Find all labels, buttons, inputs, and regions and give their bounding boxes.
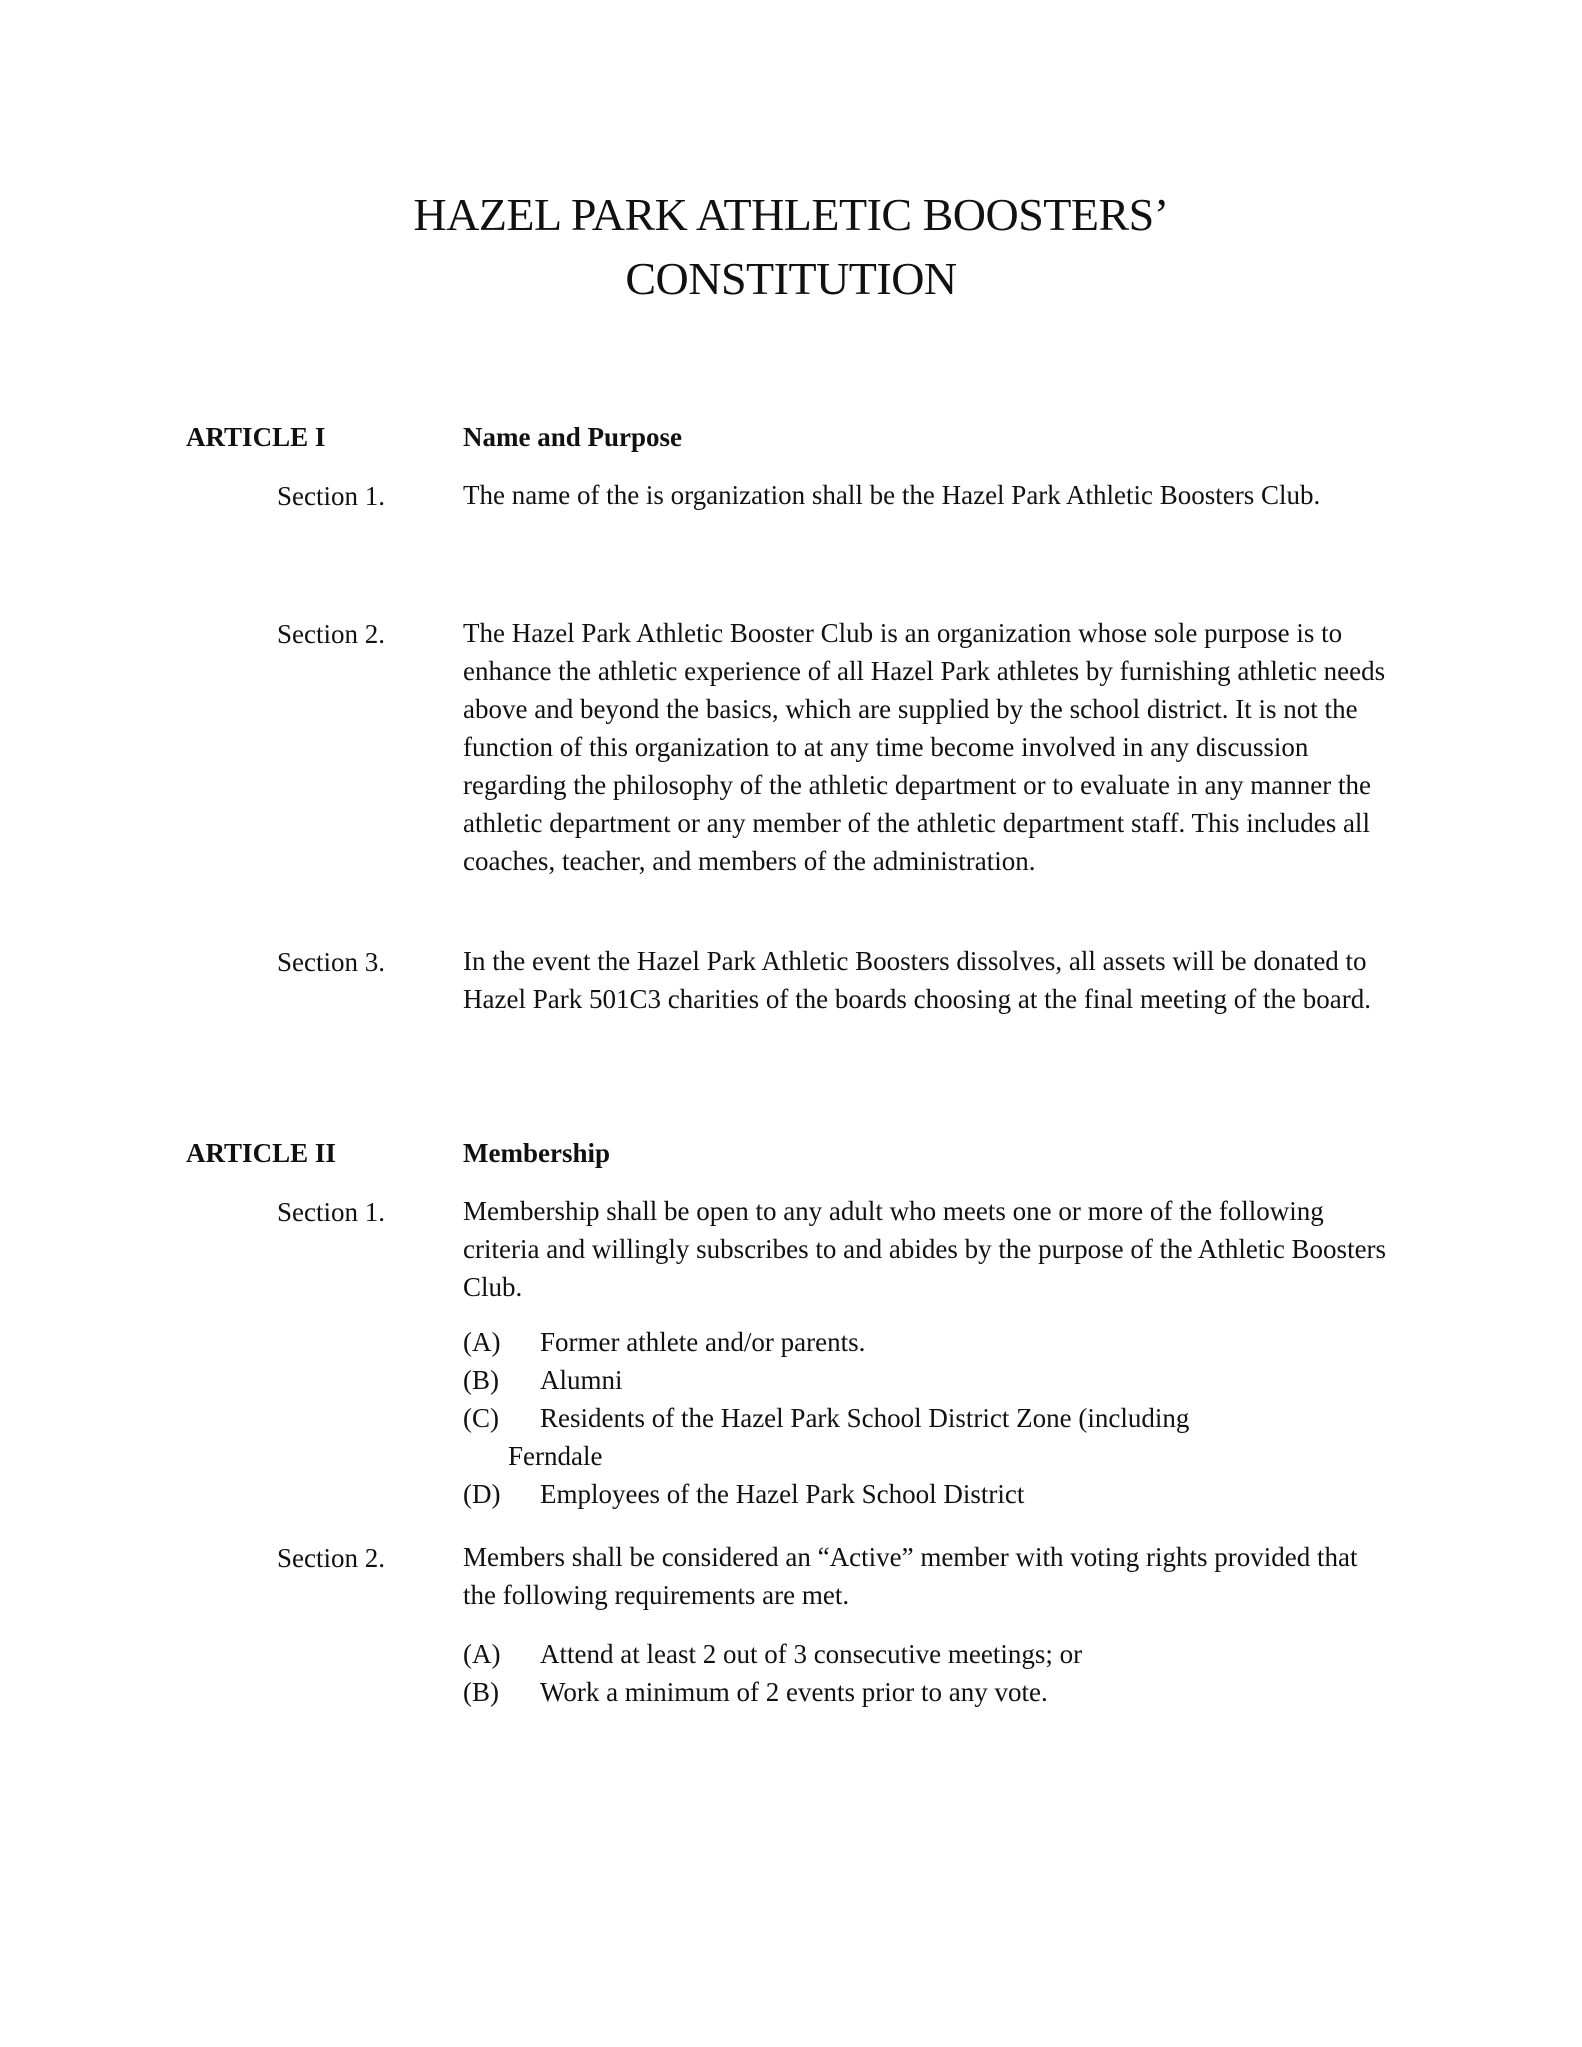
- article-2-title: Membership: [463, 1138, 610, 1168]
- list-item: [463, 1635, 1393, 1673]
- list-marker: (A): [463, 1639, 501, 1669]
- article-1-section-1-text: The name of the is organization shall be the Hazel Park Athletic Boosters Club.: [463, 480, 1321, 510]
- article-1-section-3-text: In the event the Hazel Park Athletic Boosters dissolves, all assets will be donated to Hazel Park 501C3 charities of the boards choosing at the final meeting of the board.: [463, 946, 1371, 1014]
- membership-criteria-list: [463, 1323, 1393, 1513]
- article-1-title: Name and Purpose: [463, 422, 683, 452]
- article-1-section-1-label: Section 1.: [277, 481, 385, 511]
- list-item: [463, 1673, 1393, 1711]
- document-title-line-2: CONSTITUTION: [625, 253, 957, 304]
- list-item: [463, 1475, 1393, 1513]
- list-item: [463, 1399, 1393, 1475]
- article-1-section-3-label: Section 3.: [277, 947, 385, 977]
- list-marker: (A): [463, 1327, 501, 1357]
- article-1-section-2-text: The Hazel Park Athletic Booster Club is an organization whose sole purpose is to enhance the athletic experience of all Hazel Park athletes by furnishing athletic needs above and beyond the basics, which are supplied by the school district. It is not the function of this organization to at any time become involved in any discussion regarding the philosophy of the athletic department or to evaluate in any manner the athletic department or any member of the athletic department staff. This includes all coaches, teacher, and members of the administration.: [463, 618, 1386, 876]
- list-item-text: Employees of the Hazel Park School District: [540, 1479, 1025, 1509]
- article-2-section-2-label: Section 2.: [277, 1543, 385, 1573]
- list-item-text: Attend at least 2 out of 3 consecutive meetings; or: [540, 1639, 1083, 1669]
- list-marker: (B): [463, 1365, 499, 1395]
- list-marker: (C): [463, 1403, 499, 1433]
- list-item-continuation: Ferndale: [508, 1441, 603, 1471]
- article-2-label: ARTICLE II: [186, 1138, 336, 1168]
- list-marker: (B): [463, 1677, 499, 1707]
- active-member-requirements-list: [463, 1635, 1393, 1711]
- list-item: [463, 1323, 1393, 1361]
- article-2-section-1-label: Section 1.: [277, 1197, 385, 1227]
- list-marker: (D): [463, 1479, 501, 1509]
- article-2-section-2-text: Members shall be considered an “Active” member with voting rights provided that the following requirements are met.: [463, 1542, 1358, 1610]
- article-1-section-2-label: Section 2.: [277, 619, 385, 649]
- list-item-text: Residents of the Hazel Park School District Zone (including: [540, 1403, 1190, 1433]
- article-2-section-1-text: Membership shall be open to any adult who meets one or more of the following criteria and willingly subscribes to and abides by the purpose of the Athletic Boosters Club.: [463, 1196, 1387, 1302]
- list-item-text: Work a minimum of 2 events prior to any vote.: [540, 1677, 1048, 1707]
- document-title-line-1: HAZEL PARK ATHLETIC BOOSTERS’: [413, 189, 1169, 240]
- article-1-label: ARTICLE I: [186, 422, 326, 452]
- list-item-text: Alumni: [540, 1365, 623, 1395]
- list-item-text: Former athlete and/or parents.: [540, 1327, 866, 1357]
- list-item: [463, 1361, 1393, 1399]
